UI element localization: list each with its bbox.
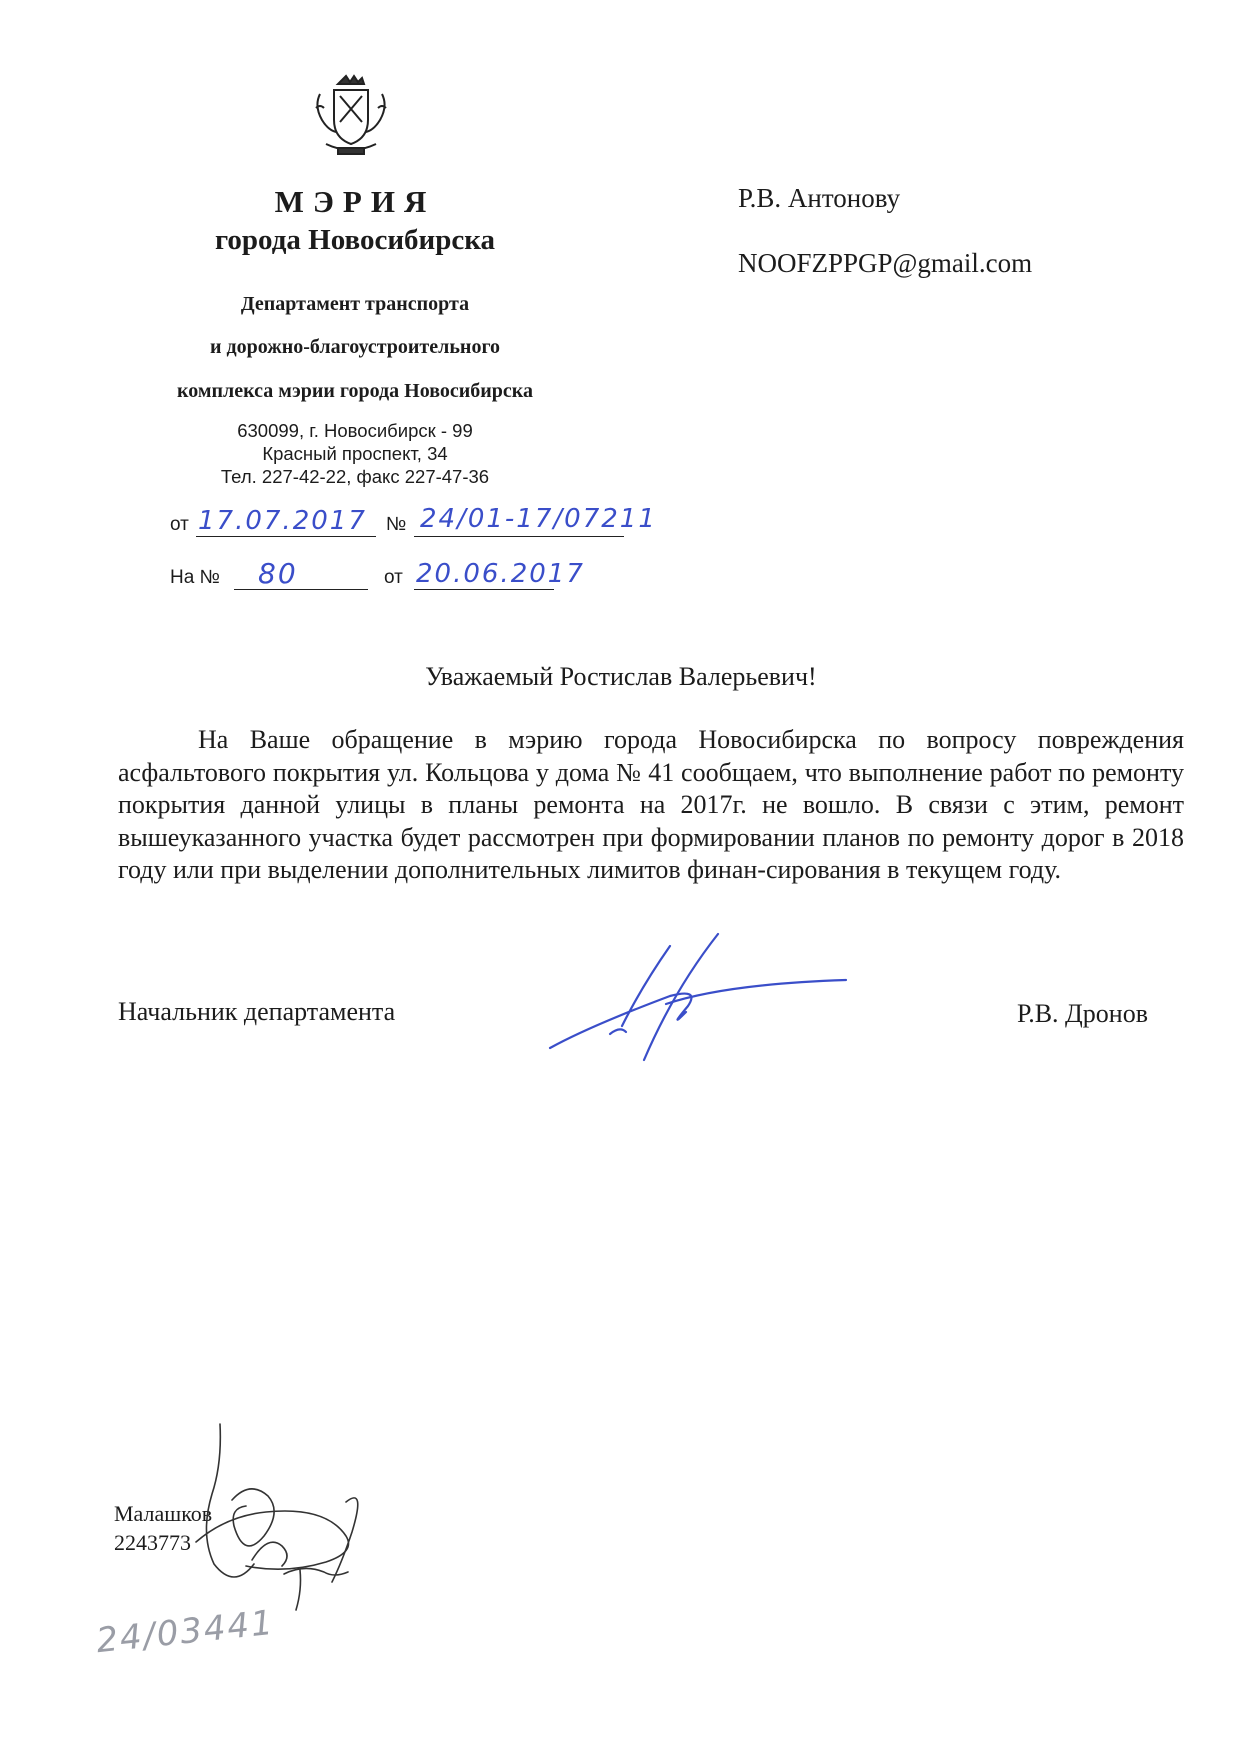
from-label: от [170, 514, 189, 535]
reply-number-underline [234, 589, 368, 590]
executor-phone: 2243773 [114, 1530, 191, 1555]
letter-body: На Ваше обращение в мэрию города Новосибирска по вопросу повреждения асфальтового покрытия ул. Кольцова у дома № 41 сообщаем, что выполнение работ по ремонту покрытия данной улицы в планы ремонта на 2017г. не вошло. В связи с этим, ремонт вышеуказанного участка будет рассмотрен при формировании планов по ремонту дорог в 2018 году или при выделении дополнительных лимитов финан-сирования в текущем году. [118, 725, 1184, 884]
signer-position: Начальник департамента [118, 997, 396, 1026]
reply-label: На № [170, 567, 220, 588]
signer-name: Р.В. Дронов [1017, 999, 1148, 1028]
signature-image [548, 930, 848, 1070]
address-line: 630099, г. Новосибирск - 99 [237, 420, 473, 441]
mayor-title: МЭРИЯ [274, 184, 436, 219]
number-label: № [386, 514, 407, 535]
number-underline [414, 536, 624, 537]
date-underline [196, 536, 376, 537]
registration-date: 17.07.2017 [198, 506, 367, 536]
address-line: Тел. 227-42-22, факс 227-47-36 [220, 466, 490, 487]
reply-from-label: от [384, 567, 403, 588]
executor-signature-image [196, 1424, 406, 1624]
department-line: и дорожно-благоустроительного [209, 336, 501, 358]
recipient-email: NOOFZPPGP@gmail.com [738, 248, 1033, 278]
greeting: Уважаемый Ростислав Валерьевич! [425, 662, 817, 691]
reply-date: 20.06.2017 [416, 559, 585, 589]
coat-of-arms-icon [308, 74, 394, 160]
department-line: комплекса мэрии города Новосибирска [176, 380, 534, 402]
recipient-name: Р.В. Антонову [738, 183, 901, 213]
registration-number: 24/01-17/07211 [420, 504, 657, 534]
city-title: города Новосибирска [214, 224, 496, 256]
department-line: Департамент транспорта [240, 293, 470, 315]
incoming-stamp-number: 24/03441 [94, 1602, 277, 1662]
reply-number: 80 [258, 557, 298, 590]
executor-name: Малашков [114, 1501, 213, 1526]
address-line: Красный проспект, 34 [262, 443, 448, 464]
reply-date-underline [414, 589, 554, 590]
